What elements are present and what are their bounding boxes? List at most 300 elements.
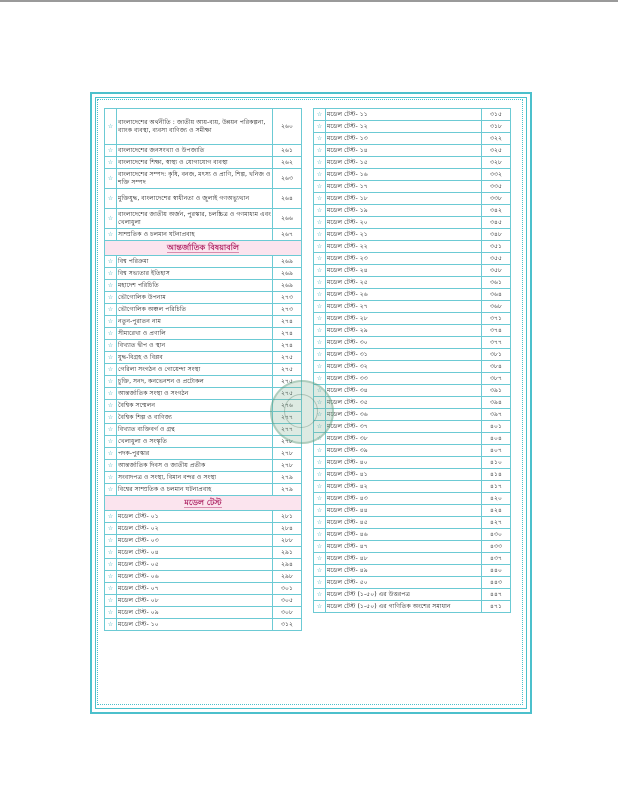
toc-entry-title: মডেল টেস্ট- ০৯ (117, 607, 273, 619)
toc-entry-page: ৩৬১ (482, 277, 511, 289)
toc-row (105, 583, 302, 595)
toc-row (314, 469, 511, 481)
toc-entry-title: মডেল টেস্ট (১-৫০) এর গাণিতিক অংশের সমাধান (326, 601, 482, 613)
star-bullet-icon: ☆ (105, 472, 117, 484)
toc-entry-title: মডেল টেস্ট- ৪১ (326, 469, 482, 481)
toc-entry-title: মডেল টেস্ট- ০১ (117, 511, 273, 523)
toc-row (314, 565, 511, 577)
star-bullet-icon: ☆ (314, 181, 326, 193)
star-bullet-icon: ☆ (314, 565, 326, 577)
toc-row (314, 301, 511, 313)
toc-row (314, 157, 511, 169)
toc-row (314, 493, 511, 505)
toc-entry-page: ২৭৫ (273, 376, 302, 388)
star-bullet-icon: ☆ (314, 289, 326, 301)
star-bullet-icon: ☆ (314, 325, 326, 337)
toc-entry-title: মডেল টেস্ট- ২৩ (326, 253, 482, 265)
toc-row (105, 189, 302, 209)
toc-entry-title: বিশ্ব পরিক্রমা (117, 256, 273, 268)
toc-entry-title: পদক-পুরস্কার (117, 448, 273, 460)
toc-entry-page: ৩৫৮ (482, 265, 511, 277)
toc-entry-page: ৩৮৭ (482, 373, 511, 385)
toc-row (314, 193, 511, 205)
star-bullet-icon: ☆ (314, 493, 326, 505)
toc-row (314, 373, 511, 385)
star-bullet-icon: ☆ (314, 265, 326, 277)
toc-entry-page: ২৬৯ (273, 268, 302, 280)
toc-entry-title: মুক্তিযুদ্ধ, বাংলাদেশের স্বাধীনতা ও জুলাই গণঅভ্যুত্থান (117, 189, 273, 209)
toc-entry-title: মডেল টেস্ট- ৩৩ (326, 373, 482, 385)
toc-row (314, 337, 511, 349)
toc-row (314, 217, 511, 229)
toc-row (105, 229, 302, 241)
toc-entry-title: নতুন-পুরাতন নাম (117, 316, 273, 328)
toc-entry-title: বিখ্যাত দ্বীপ ও স্থান (117, 340, 273, 352)
toc-entry-title: মডেল টেস্ট- ৪৭ (326, 541, 482, 553)
toc-row (105, 316, 302, 328)
toc-entry-title: মডেল টেস্ট- ৩৮ (326, 433, 482, 445)
toc-entry-title: মডেল টেস্ট- ২২ (326, 241, 482, 253)
star-bullet-icon: ☆ (314, 349, 326, 361)
international-topics (105, 256, 302, 496)
star-bullet-icon: ☆ (105, 169, 117, 189)
toc-entry-page: ২৯৮ (273, 571, 302, 583)
toc-entry-title: মডেল টেস্ট- ১৬ (326, 169, 482, 181)
toc-entry-page: ৪১৪ (482, 469, 511, 481)
star-bullet-icon: ☆ (105, 328, 117, 340)
toc-entry-title: মডেল টেস্ট- ২১ (326, 229, 482, 241)
toc-entry-page: ৪০৭ (482, 445, 511, 457)
toc-entry-title: মডেল টেস্ট- ৪৯ (326, 565, 482, 577)
toc-entry-page: ২৭৩ (273, 304, 302, 316)
toc-row (105, 460, 302, 472)
toc-row (314, 265, 511, 277)
toc-entry-page: ৪৩৭ (482, 553, 511, 565)
toc-entry-title: মডেল টেস্ট- ৪০ (326, 457, 482, 469)
toc-entry-page: ৪২০ (482, 493, 511, 505)
toc-entry-page: ৩৭১ (482, 313, 511, 325)
toc-entry-title: বিশ্ব সভ্যতার ইতিহাস (117, 268, 273, 280)
toc-entry-page: ৩৭৪ (482, 325, 511, 337)
toc-entry-title: বৈশ্বিক সম্মেলন (117, 400, 273, 412)
toc-entry-page: ২৭৮ (273, 448, 302, 460)
star-bullet-icon: ☆ (105, 400, 117, 412)
toc-entry-page: ৪১০ (482, 457, 511, 469)
star-bullet-icon: ☆ (314, 157, 326, 169)
star-bullet-icon: ☆ (105, 352, 117, 364)
toc-entry-page: ২৬৬ (273, 209, 302, 229)
toc-entry-page: ৩৬৮ (482, 301, 511, 313)
toc-entry-title: মডেল টেস্ট- ০৪ (117, 547, 273, 559)
toc-row (314, 277, 511, 289)
toc-entry-page: ৪৪৩ (482, 577, 511, 589)
toc-entry-title: ভৌগোলিক উপনাম (117, 292, 273, 304)
toc-row (105, 340, 302, 352)
toc-entry-title: মডেল টেস্ট- ২৪ (326, 265, 482, 277)
toc-entry-title: মডেল টেস্ট- ০৭ (117, 583, 273, 595)
star-bullet-icon: ☆ (314, 193, 326, 205)
toc-row (105, 209, 302, 229)
toc-row (314, 109, 511, 121)
toc-row (314, 601, 511, 613)
toc-entry-title: মডেল টেস্ট- ০৬ (117, 571, 273, 583)
star-bullet-icon: ☆ (105, 619, 117, 631)
section-title-model-test: মডেল টেস্ট (184, 497, 222, 507)
star-bullet-icon: ☆ (314, 517, 326, 529)
toc-entry-page: ৩৬৪ (482, 289, 511, 301)
toc-entry-page: ৩৪২ (482, 205, 511, 217)
section-title-international: আন্তর্জাতিক বিষয়াবলি (167, 242, 239, 252)
star-bullet-icon: ☆ (314, 481, 326, 493)
toc-entry-title: মডেল টেস্ট- ৩৪ (326, 385, 482, 397)
toc-entry-page: ২৬২ (273, 157, 302, 169)
toc-entry-page: ২৬০ (273, 109, 302, 145)
toc-entry-page: ৪৭১ (482, 601, 511, 613)
toc-entry-title: মডেল টেস্ট- ৫০ (326, 577, 482, 589)
toc-entry-page: ২৬৪ (273, 189, 302, 209)
star-bullet-icon: ☆ (105, 157, 117, 169)
toc-entry-page: ২৬৯ (273, 280, 302, 292)
toc-row (105, 547, 302, 559)
star-bullet-icon: ☆ (105, 559, 117, 571)
star-bullet-icon: ☆ (314, 601, 326, 613)
toc-entry-title: মডেল টেস্ট- ২৫ (326, 277, 482, 289)
toc-row (314, 205, 511, 217)
top-rule (0, 0, 618, 2)
section-header-model-test (105, 496, 302, 511)
toc-entry-page: ২৭৭ (273, 424, 302, 436)
toc-entry-title: মডেল টেস্ট- ১৮ (326, 193, 482, 205)
toc-row (314, 517, 511, 529)
star-bullet-icon: ☆ (105, 145, 117, 157)
toc-entry-page: ৩৯১ (482, 385, 511, 397)
star-bullet-icon: ☆ (314, 553, 326, 565)
toc-table-left (104, 108, 302, 631)
toc-entry-page: ৩৪৫ (482, 217, 511, 229)
toc-entry-title: মডেল টেস্ট- ৩০ (326, 337, 482, 349)
star-bullet-icon: ☆ (105, 292, 117, 304)
toc-row (314, 145, 511, 157)
toc-entry-page: ৩৫১ (482, 241, 511, 253)
toc-entry-title: সংবাদপত্র ও সংস্থা, বিমান বন্দর ও সংস্থা (117, 472, 273, 484)
star-bullet-icon: ☆ (105, 376, 117, 388)
star-bullet-icon: ☆ (105, 607, 117, 619)
toc-row (314, 421, 511, 433)
star-bullet-icon: ☆ (314, 589, 326, 601)
star-bullet-icon: ☆ (105, 583, 117, 595)
toc-entry-title: মডেল টেস্ট- ০২ (117, 523, 273, 535)
star-bullet-icon: ☆ (314, 133, 326, 145)
toc-row (105, 571, 302, 583)
toc-entry-page: ২৮১ (273, 511, 302, 523)
star-bullet-icon: ☆ (314, 541, 326, 553)
toc-entry-page: ৪১৭ (482, 481, 511, 493)
toc-entry-page: ২৭৯ (273, 472, 302, 484)
star-bullet-icon: ☆ (314, 169, 326, 181)
toc-entry-title: মডেল টেস্ট- ১৪ (326, 145, 482, 157)
toc-entry-page: ৩৫৫ (482, 253, 511, 265)
star-bullet-icon: ☆ (314, 385, 326, 397)
star-bullet-icon: ☆ (314, 313, 326, 325)
star-bullet-icon: ☆ (314, 409, 326, 421)
toc-row (314, 253, 511, 265)
toc-entry-title: সাম্প্রতিক ও চলমান ঘটনাপ্রবাহ (117, 229, 273, 241)
toc-row (314, 433, 511, 445)
toc-entry-title: মডেল টেস্ট- ৩৯ (326, 445, 482, 457)
toc-entry-title: মডেল টেস্ট- ২৭ (326, 301, 482, 313)
star-bullet-icon: ☆ (105, 388, 117, 400)
toc-row (105, 364, 302, 376)
toc-entry-page: ২৭৫ (273, 388, 302, 400)
toc-row (105, 436, 302, 448)
star-bullet-icon: ☆ (105, 436, 117, 448)
toc-entry-page: ৪০৪ (482, 433, 511, 445)
toc-entry-title: আন্তর্জাতিক দিবস ও জাতীয় প্রতীক (117, 460, 273, 472)
toc-row (105, 619, 302, 631)
toc-row (314, 325, 511, 337)
toc-row (105, 484, 302, 496)
toc-row (105, 169, 302, 189)
toc-row (105, 376, 302, 388)
toc-entry-title: বাংলাদেশের শিক্ষা, স্বাস্থ্য ও যোগাযোগ ব্যবস্থা (117, 157, 273, 169)
toc-entry-title: মডেল টেস্ট- ১৩ (326, 133, 482, 145)
star-bullet-icon: ☆ (314, 505, 326, 517)
toc-row (314, 133, 511, 145)
toc-row (314, 505, 511, 517)
toc-row (314, 289, 511, 301)
toc-entry-page: ৪২৪ (482, 505, 511, 517)
star-bullet-icon: ☆ (314, 229, 326, 241)
toc-entry-page: ২৬৯ (273, 256, 302, 268)
toc-entry-page: ২৮৪ (273, 523, 302, 535)
toc-row (105, 268, 302, 280)
toc-entry-page: ৪০১ (482, 421, 511, 433)
star-bullet-icon: ☆ (105, 460, 117, 472)
star-bullet-icon: ☆ (314, 217, 326, 229)
star-bullet-icon: ☆ (105, 109, 117, 145)
toc-entry-title: মডেল টেস্ট- ০৩ (117, 535, 273, 547)
star-bullet-icon: ☆ (105, 189, 117, 209)
toc-entry-title: মডেল টেস্ট- ১৯ (326, 205, 482, 217)
toc-entry-title: মডেল টেস্ট- ২৯ (326, 325, 482, 337)
toc-entry-page: ৪৪০ (482, 565, 511, 577)
star-bullet-icon: ☆ (314, 277, 326, 289)
toc-entry-page: ৩৮১ (482, 349, 511, 361)
toc-row (105, 145, 302, 157)
star-bullet-icon: ☆ (105, 571, 117, 583)
toc-entry-page: ৩৩৫ (482, 181, 511, 193)
toc-entry-title: মডেল টেস্ট- ১২ (326, 121, 482, 133)
toc-row (314, 313, 511, 325)
toc-entry-page: ৩২৫ (482, 145, 511, 157)
toc-left-column (104, 108, 302, 631)
section-header-international (105, 241, 302, 256)
toc-entry-title: বাংলাদেশের জাতীয় অর্জন, পুরস্কার, চলচ্চিত্র ও গণমাধ্যম এবং খেলাধুলা (117, 209, 273, 229)
toc-entry-page: ৩২৮ (482, 157, 511, 169)
toc-row (105, 157, 302, 169)
toc-row (105, 280, 302, 292)
toc-entry-title: আন্তর্জাতিক সংস্থা ও সংগঠন (117, 388, 273, 400)
toc-entry-page: ৩৩২ (482, 169, 511, 181)
toc-entry-title: মডেল টেস্ট- ৪৬ (326, 529, 482, 541)
toc-entry-title: মডেল টেস্ট- ৪৪ (326, 505, 482, 517)
toc-entry-page: ২৭৮ (273, 436, 302, 448)
toc-row (314, 589, 511, 601)
toc-entry-page: ২৭৬ (273, 400, 302, 412)
star-bullet-icon: ☆ (314, 109, 326, 121)
star-bullet-icon: ☆ (105, 484, 117, 496)
toc-row (105, 292, 302, 304)
toc-entry-page: ৩৯৪ (482, 397, 511, 409)
toc-entry-title: মডেল টেস্ট- ৪২ (326, 481, 482, 493)
toc-row (105, 607, 302, 619)
toc-row (105, 523, 302, 535)
toc-row (314, 241, 511, 253)
toc-entry-page: ২৮৮ (273, 535, 302, 547)
toc-entry-page: ৩৪৮ (482, 229, 511, 241)
watermark-seal-inner (284, 394, 318, 428)
toc-entry-title: বিশ্বের সাম্প্রতিক ও চলমান ঘটনাপ্রবাহ (117, 484, 273, 496)
toc-row (314, 541, 511, 553)
star-bullet-icon: ☆ (314, 337, 326, 349)
toc-row (314, 577, 511, 589)
toc-row (314, 457, 511, 469)
model-tests-right (314, 109, 511, 613)
toc-entry-page: ২৭৭ (273, 412, 302, 424)
star-bullet-icon: ☆ (105, 268, 117, 280)
star-bullet-icon: ☆ (105, 364, 117, 376)
toc-entry-title: মডেল টেস্ট- ০৮ (117, 595, 273, 607)
toc-row (105, 535, 302, 547)
star-bullet-icon: ☆ (105, 595, 117, 607)
toc-row (105, 109, 302, 145)
star-bullet-icon: ☆ (314, 433, 326, 445)
toc-row (314, 553, 511, 565)
toc-entry-title: বাংলাদেশের সম্পদ: কৃষি, বনজ, মৎস্য ও প্রাণি, শিল্প, খনিজ ও শক্তি সম্পদ (117, 169, 273, 189)
toc-entry-page: ২৯১ (273, 547, 302, 559)
toc-entry-page: ৪২৭ (482, 517, 511, 529)
toc-entry-title: মডেল টেস্ট- ১৫ (326, 157, 482, 169)
star-bullet-icon: ☆ (314, 577, 326, 589)
toc-entry-page: ২৭৩ (273, 292, 302, 304)
star-bullet-icon: ☆ (314, 241, 326, 253)
star-bullet-icon: ☆ (314, 421, 326, 433)
toc-row (105, 448, 302, 460)
star-bullet-icon: ☆ (314, 301, 326, 313)
section-header-intl-wrap (105, 241, 302, 256)
bangladesh-topics (105, 109, 302, 241)
toc-entry-page: ৩৯৭ (482, 409, 511, 421)
toc-row (314, 361, 511, 373)
toc-entry-page: ২৭৫ (273, 352, 302, 364)
toc-row (105, 511, 302, 523)
star-bullet-icon: ☆ (105, 304, 117, 316)
toc-entry-title: বাংলাদেশের অর্থনীতি : জাতীয় আয়-ব্যয়, উন্নয়ন পরিকল্পনা, ব্যাংক ব্যবস্থা, ব্যবসা বাণিজ্য ও সমীক্ষা (117, 109, 273, 145)
star-bullet-icon: ☆ (314, 373, 326, 385)
star-bullet-icon: ☆ (105, 340, 117, 352)
toc-entry-page: ২৭৮ (273, 460, 302, 472)
toc-row (314, 181, 511, 193)
toc-row (314, 229, 511, 241)
toc-entry-page: ৩০১ (273, 583, 302, 595)
star-bullet-icon: ☆ (105, 547, 117, 559)
toc-entry-title: বৈশ্বিক শিল্প ও বাণিজ্য (117, 412, 273, 424)
toc-row (105, 472, 302, 484)
toc-entry-title: মডেল টেস্ট- ২৬ (326, 289, 482, 301)
star-bullet-icon: ☆ (105, 511, 117, 523)
toc-entry-page: ২৯৪ (273, 559, 302, 571)
toc-row (105, 328, 302, 340)
model-tests-left (105, 511, 302, 631)
toc-entry-title: মডেল টেস্ট- ২৮ (326, 313, 482, 325)
star-bullet-icon: ☆ (105, 229, 117, 241)
toc-entry-title: খেলাধুলা ও সংস্কৃতি (117, 436, 273, 448)
toc-row (105, 304, 302, 316)
toc-row (314, 445, 511, 457)
toc-row (314, 349, 511, 361)
watermark-seal (270, 380, 334, 444)
toc-entry-title: যুদ্ধ-বিগ্রহ ও বিপ্লব (117, 352, 273, 364)
toc-entry-title: চুক্তি, সনদ, কনভেনশন ও প্রটোকল (117, 376, 273, 388)
toc-entry-page: ৩১৮ (482, 121, 511, 133)
toc-entry-title: মডেল টেস্ট- ৩৭ (326, 421, 482, 433)
toc-entry-title: মডেল টেস্ট- ৩২ (326, 361, 482, 373)
toc-entry-page: ৩৭৭ (482, 337, 511, 349)
section-header-model-wrap (105, 496, 302, 511)
toc-entry-page: ৪৩৩ (482, 541, 511, 553)
star-bullet-icon: ☆ (105, 448, 117, 460)
toc-entry-title: মডেল টেস্ট- ১৭ (326, 181, 482, 193)
toc-entry-title: বাংলাদেশের জনসংখ্যা ও উপজাতি (117, 145, 273, 157)
toc-entry-page: ২৭৪ (273, 328, 302, 340)
star-bullet-icon: ☆ (105, 424, 117, 436)
star-bullet-icon: ☆ (314, 121, 326, 133)
toc-entry-page: ৩১৫ (482, 109, 511, 121)
toc-row (314, 409, 511, 421)
toc-entry-title: মডেল টেস্ট- ২০ (326, 217, 482, 229)
toc-entry-title: মডেল টেস্ট- ১০ (117, 619, 273, 631)
star-bullet-icon: ☆ (314, 205, 326, 217)
toc-entry-page: ২৭৪ (273, 316, 302, 328)
toc-row (105, 352, 302, 364)
toc-entry-title: বিখ্যাত ব্যক্তিবর্গ ও গ্রন্থ (117, 424, 273, 436)
toc-row (314, 121, 511, 133)
toc-entry-page: ৩১২ (273, 619, 302, 631)
toc-entry-page: ২৬৩ (273, 169, 302, 189)
star-bullet-icon: ☆ (105, 316, 117, 328)
toc-entry-page: ২৬১ (273, 145, 302, 157)
toc-entry-title: মডেল টেস্ট- ০৫ (117, 559, 273, 571)
toc-entry-title: ভৌগোলিক অঞ্চল পরিচিতি (117, 304, 273, 316)
toc-entry-title: মডেল টেস্ট- ১১ (326, 109, 482, 121)
star-bullet-icon: ☆ (105, 256, 117, 268)
toc-entry-title: গেরিলা সংগঠন ও গোয়েন্দা সংস্থা (117, 364, 273, 376)
star-bullet-icon: ☆ (105, 412, 117, 424)
toc-row (314, 385, 511, 397)
toc-entry-page: ৩৩৮ (482, 193, 511, 205)
star-bullet-icon: ☆ (314, 469, 326, 481)
star-bullet-icon: ☆ (105, 280, 117, 292)
toc-entry-title: মডেল টেস্ট- ৩৬ (326, 409, 482, 421)
toc-entry-title: মহাদেশ পরিচিতি (117, 280, 273, 292)
toc-entry-page: ৪৩০ (482, 529, 511, 541)
toc-entry-page: ৩০৮ (273, 607, 302, 619)
toc-right-column (313, 108, 511, 613)
toc-row (314, 481, 511, 493)
toc-entry-title: মডেল টেস্ট- ৩৫ (326, 397, 482, 409)
star-bullet-icon: ☆ (314, 397, 326, 409)
toc-row (105, 595, 302, 607)
